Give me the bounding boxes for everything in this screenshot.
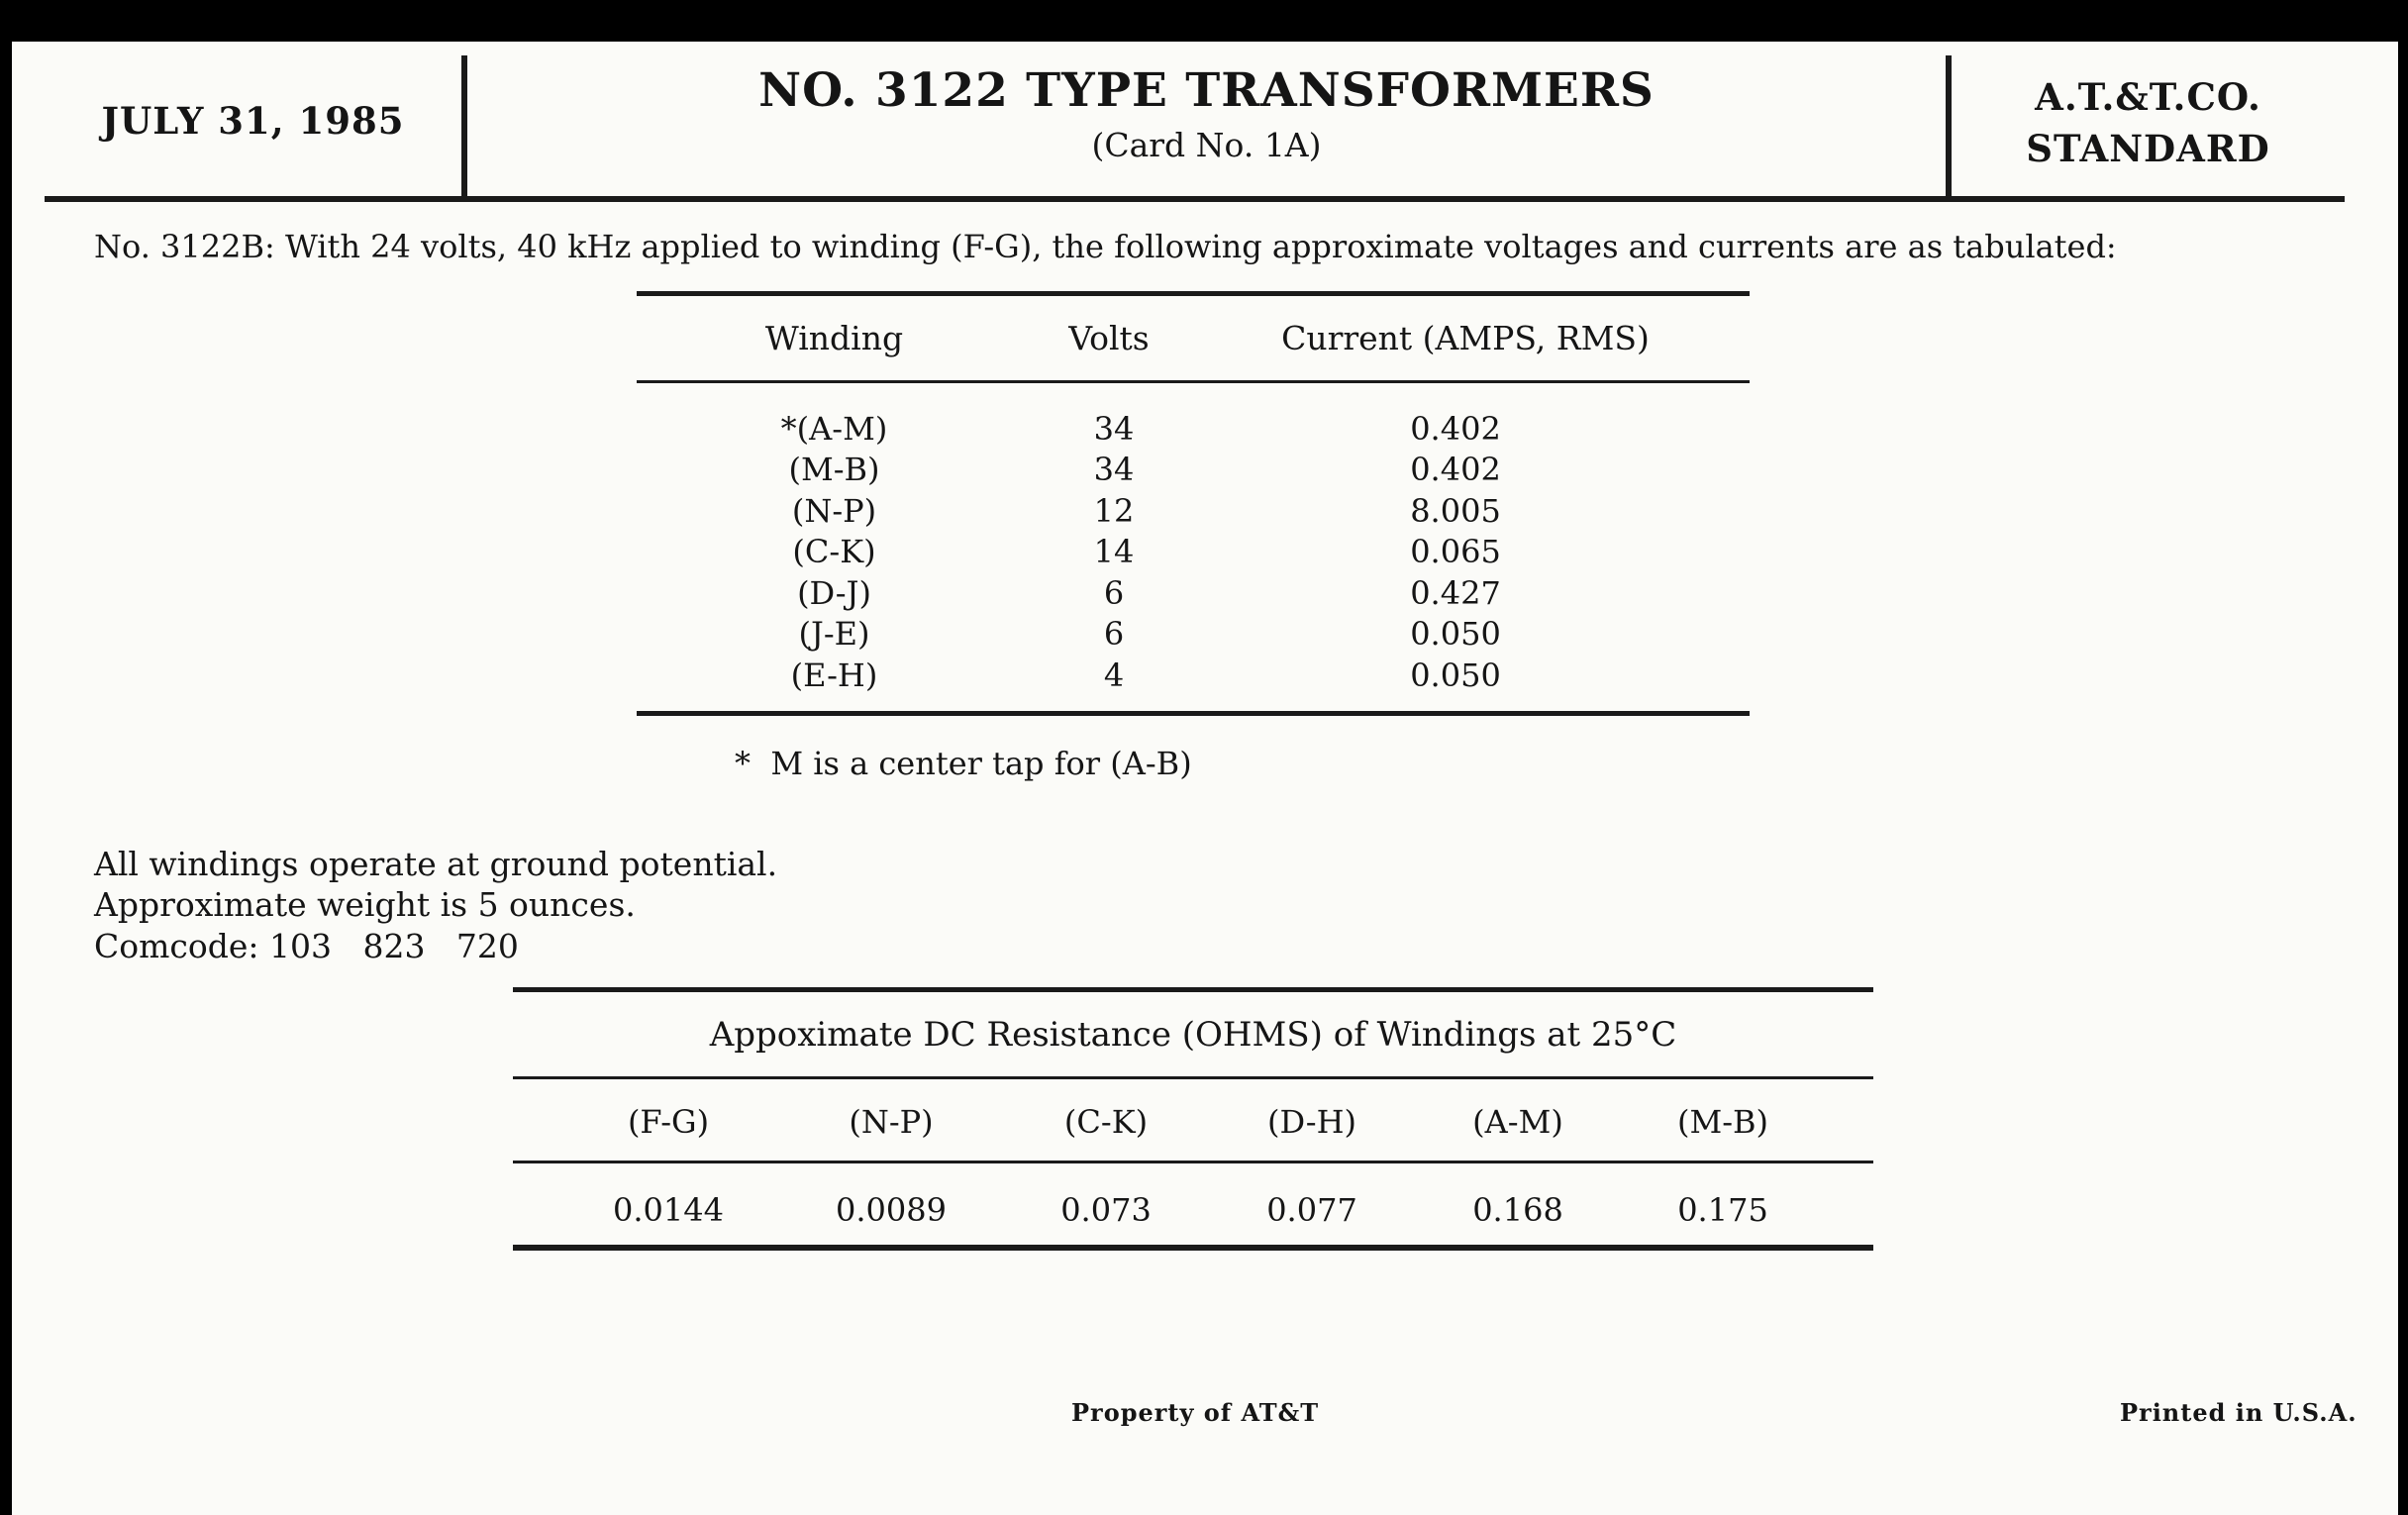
printed-notice: Printed in U.S.A. (2120, 1398, 2358, 1427)
cell-volts: 6 (1103, 615, 1125, 653)
value-cell: 0.077 (1266, 1191, 1357, 1229)
table-top-rule (513, 987, 1873, 992)
cell-volts: 12 (1093, 492, 1135, 530)
value-cell: 0.175 (1677, 1191, 1768, 1229)
header-volts: Volts (1068, 319, 1150, 357)
cell-volts: 4 (1103, 656, 1125, 694)
table-bottom-rule (637, 711, 1750, 716)
table-bottom-rule (513, 1245, 1873, 1251)
cell-winding: *(A-M) (780, 410, 888, 448)
table-top-rule (637, 291, 1750, 296)
table-footnote: * M is a center tap for (A-B) (735, 745, 1192, 782)
cell-winding: (N-P) (791, 492, 877, 530)
value-cell: 0.168 (1472, 1191, 1563, 1229)
note-comcode: Comcode: 103 823 720 (94, 927, 519, 965)
header-cell: (D-H) (1267, 1103, 1356, 1141)
cell-current: 0.050 (1410, 615, 1501, 653)
card-number: (Card No. 1A) (1091, 126, 1322, 164)
header-rule (45, 196, 2345, 202)
cell-winding: (C-K) (792, 533, 876, 570)
intro-text: No. 3122B: With 24 volts, 40 kHz applied to winding (F-G), the following approximate voltages and currents are as tabulated: (94, 228, 2117, 265)
standard-label (1952, 71, 2345, 174)
header-current: Current (AMPS, RMS) (1281, 319, 1650, 357)
document-title: NO. 3122 TYPE TRANSFORMERS (758, 63, 1655, 118)
cell-current: 0.050 (1410, 656, 1501, 694)
cell-volts: 34 (1093, 451, 1135, 488)
header-cell: (A-M) (1472, 1103, 1563, 1141)
property-notice: Property of AT&T (1071, 1398, 1320, 1427)
table-title-rule (513, 1076, 1873, 1079)
cell-volts: 6 (1103, 574, 1125, 612)
value-cell: 0.073 (1060, 1191, 1152, 1229)
header-cell: (F-G) (627, 1103, 710, 1141)
resistance-table-title: Appoximate DC Resistance (OHMS) of Windings at 25°C (709, 1015, 1677, 1055)
org-standard: STANDARD (2026, 127, 2270, 170)
table-header-rule (637, 380, 1750, 383)
value-cell: 0.0144 (613, 1191, 724, 1229)
document-date: JULY 31, 1985 (101, 99, 405, 143)
cell-winding: (J-E) (798, 615, 870, 653)
cell-volts: 14 (1093, 533, 1135, 570)
header-cell: (C-K) (1063, 1103, 1149, 1141)
cell-current: 0.427 (1410, 574, 1501, 612)
cell-volts: 34 (1093, 410, 1135, 448)
header-cell: (M-B) (1676, 1103, 1769, 1141)
cell-winding: (D-J) (797, 574, 871, 612)
cell-current: 8.005 (1410, 492, 1501, 530)
cell-current: 0.402 (1410, 410, 1501, 448)
note-ground-potential: All windings operate at ground potential. (94, 845, 778, 883)
table-header-rule (513, 1161, 1873, 1163)
cell-winding: (M-B) (788, 451, 880, 488)
org-name: A.T.&T.CO. (2035, 75, 2261, 119)
cell-current: 0.402 (1410, 451, 1501, 488)
value-cell: 0.0089 (836, 1191, 947, 1229)
cell-winding: (E-H) (790, 656, 878, 694)
note-weight: Approximate weight is 5 ounces. (94, 885, 636, 924)
header-cell: (N-P) (849, 1103, 934, 1141)
header-winding: Winding (764, 319, 904, 357)
cell-current: 0.065 (1410, 533, 1501, 570)
